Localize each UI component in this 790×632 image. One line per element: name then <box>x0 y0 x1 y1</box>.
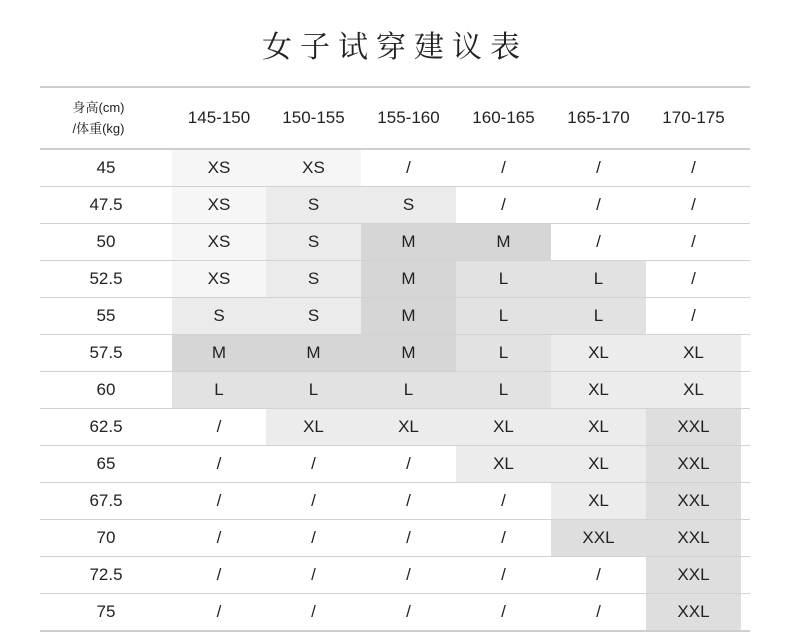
table-row <box>40 520 750 557</box>
size-cell: M <box>361 224 456 260</box>
size-cell: XS <box>172 150 266 186</box>
weight-cell: 70 <box>96 528 116 547</box>
size-cell: M <box>361 261 456 297</box>
size-cell: XS <box>172 261 266 297</box>
size-cell: / <box>456 187 551 223</box>
table-row <box>40 298 750 335</box>
table-row <box>40 261 750 298</box>
table-row <box>40 335 750 372</box>
size-cell: XXL <box>551 520 646 556</box>
size-cell: / <box>361 483 456 519</box>
size-cell: / <box>551 557 646 593</box>
header-height-label: 身高(cm) <box>72 100 125 115</box>
size-cell: XL <box>551 372 646 408</box>
size-cell: S <box>266 224 361 260</box>
size-cell: M <box>456 224 551 260</box>
weight-cell: 60 <box>96 380 116 399</box>
size-cell: XL <box>551 335 646 371</box>
table-row <box>40 409 750 446</box>
column-header: 155-160 <box>377 108 440 127</box>
size-cell: / <box>456 594 551 630</box>
size-cell: / <box>646 224 741 260</box>
weight-cell: 72.5 <box>89 565 123 584</box>
size-cell: / <box>646 150 741 186</box>
size-cell: / <box>646 261 741 297</box>
table-row <box>40 594 750 632</box>
column-header: 165-170 <box>567 108 630 127</box>
size-cell: XXL <box>646 520 741 556</box>
table-row <box>40 557 750 594</box>
column-header: 150-155 <box>282 108 345 127</box>
size-cell: M <box>361 298 456 334</box>
column-header: 160-165 <box>472 108 535 127</box>
weight-cell: 52.5 <box>89 269 123 288</box>
size-cell: XL <box>551 483 646 519</box>
size-cell: / <box>361 557 456 593</box>
size-cell: XL <box>646 372 741 408</box>
weight-cell: 47.5 <box>89 195 123 214</box>
size-cell: / <box>551 150 646 186</box>
size-cell: XL <box>266 409 361 445</box>
size-cell: XL <box>551 409 646 445</box>
size-cell: / <box>172 446 266 482</box>
size-cell: M <box>172 335 266 371</box>
table-row <box>40 150 750 187</box>
column-header: 170-175 <box>662 108 725 127</box>
table-row <box>40 483 750 520</box>
size-cell: XXL <box>646 446 741 482</box>
table-row <box>40 372 750 409</box>
table-row <box>40 224 750 261</box>
size-cell: S <box>361 187 456 223</box>
table-header-row <box>40 86 750 150</box>
size-cell: XXL <box>646 483 741 519</box>
weight-cell: 62.5 <box>89 417 123 436</box>
weight-cell: 57.5 <box>89 343 123 362</box>
weight-cell: 55 <box>96 306 116 325</box>
size-cell: S <box>172 298 266 334</box>
size-cell: L <box>266 372 361 408</box>
size-cell: XL <box>456 409 551 445</box>
size-cell: L <box>456 335 551 371</box>
size-cell: / <box>266 557 361 593</box>
size-cell: / <box>456 150 551 186</box>
weight-cell: 65 <box>96 454 116 473</box>
size-cell: XS <box>172 224 266 260</box>
size-cell: / <box>172 483 266 519</box>
size-cell: L <box>456 261 551 297</box>
size-cell: / <box>266 594 361 630</box>
size-cell: M <box>361 335 456 371</box>
size-cell: / <box>172 409 266 445</box>
weight-cell: 75 <box>96 602 116 621</box>
size-cell: L <box>456 298 551 334</box>
size-table <box>40 86 750 632</box>
size-cell: / <box>361 446 456 482</box>
size-cell: / <box>172 557 266 593</box>
size-cell: / <box>361 520 456 556</box>
size-cell: / <box>551 187 646 223</box>
size-cell: L <box>551 261 646 297</box>
size-cell: / <box>361 594 456 630</box>
size-cell: S <box>266 298 361 334</box>
page-title: 女子试穿建议表 <box>262 30 528 65</box>
size-cell: XS <box>266 150 361 186</box>
size-cell: / <box>172 594 266 630</box>
size-cell: / <box>266 446 361 482</box>
table-row <box>40 446 750 483</box>
size-cell: S <box>266 187 361 223</box>
size-cell: S <box>266 261 361 297</box>
size-cell: M <box>266 335 361 371</box>
size-cell: XL <box>361 409 456 445</box>
size-cell: / <box>456 520 551 556</box>
size-cell: / <box>646 187 741 223</box>
weight-cell: 45 <box>96 158 116 177</box>
size-cell: / <box>266 483 361 519</box>
weight-cell: 67.5 <box>89 491 123 510</box>
size-cell: XXL <box>646 557 741 593</box>
table-row <box>40 187 750 224</box>
header-weight-label: /体重(kg) <box>72 121 125 136</box>
size-cell: XS <box>172 187 266 223</box>
size-cell: XXL <box>646 594 741 630</box>
size-cell: / <box>551 224 646 260</box>
table-body <box>40 150 750 632</box>
size-cell: / <box>266 520 361 556</box>
size-cell: / <box>551 594 646 630</box>
size-cell: XL <box>646 335 741 371</box>
size-cell: / <box>361 150 456 186</box>
size-cell: L <box>551 298 646 334</box>
size-cell: L <box>361 372 456 408</box>
size-cell: / <box>456 557 551 593</box>
size-cell: XL <box>551 446 646 482</box>
size-cell: XL <box>456 446 551 482</box>
size-cell: L <box>172 372 266 408</box>
size-cell: / <box>456 483 551 519</box>
size-cell: L <box>456 372 551 408</box>
size-cell: / <box>172 520 266 556</box>
column-header: 145-150 <box>187 108 251 127</box>
size-cell: XXL <box>646 409 741 445</box>
weight-cell: 50 <box>96 232 116 251</box>
size-cell: / <box>646 298 741 334</box>
header-corner-label <box>40 88 172 148</box>
